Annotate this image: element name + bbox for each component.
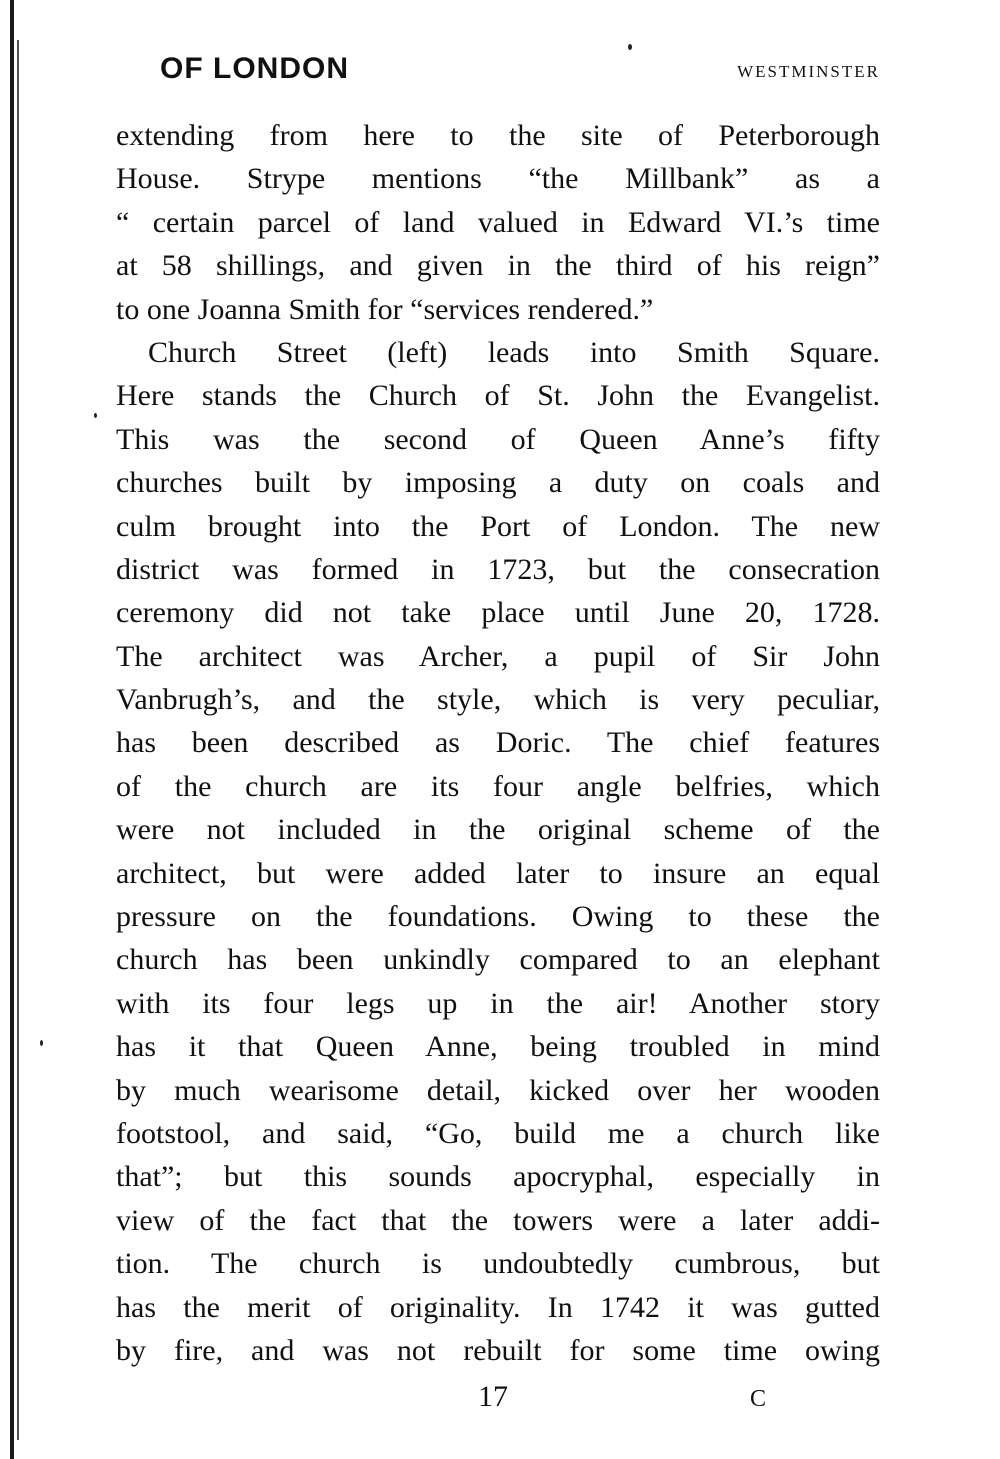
- text-line: has been described as Doric. The chief features: [116, 726, 880, 760]
- signature-mark: C: [750, 1386, 767, 1412]
- text-line: of the church are its four angle belfries, which: [116, 769, 880, 803]
- text-line: district was formed in 1723, but the consecration: [116, 552, 880, 586]
- text-line: by much wearisome detail, kicked over her wooden: [116, 1073, 880, 1107]
- running-head-section: WESTMINSTER: [737, 62, 880, 81]
- text-line: were not included in the original scheme of the: [116, 813, 880, 847]
- text-line: church has been unkindly compared to an elephant: [116, 943, 880, 977]
- text-line: churches built by imposing a duty on coals and: [116, 466, 880, 500]
- text-line: Vanbrugh’s, and the style, which is very peculiar,: [116, 683, 880, 717]
- print-speck: [94, 413, 97, 418]
- running-head: [160, 52, 880, 92]
- text-line: culm brought into the Port of London. The new: [116, 509, 880, 543]
- text-line: This was the second of Queen Anne’s fifty: [116, 422, 880, 456]
- text-line: view of the fact that the towers were a later addi-: [116, 1203, 880, 1237]
- text-line: that”; but this sounds apocryphal, especially in: [116, 1160, 880, 1194]
- text-line: tion. The church is undoubtedly cumbrous, but: [116, 1247, 880, 1281]
- text-line: Here stands the Church of St. John the Evangelist.: [116, 379, 880, 413]
- text-line: with its four legs up in the air! Another story: [116, 986, 880, 1020]
- text-line: Church Street (left) leads into Smith Square.: [148, 335, 880, 369]
- text-line: to one Joanna Smith for “services rendered.”: [116, 292, 654, 326]
- running-head-title: OF LONDON: [160, 52, 349, 85]
- text-line: architect, but were added later to insure an equal: [116, 856, 880, 890]
- print-speck: [628, 44, 632, 50]
- text-line: has the merit of originality. In 1742 it was gutted: [116, 1290, 880, 1324]
- text-line: The architect was Archer, a pupil of Sir John: [116, 639, 880, 673]
- text-line: by fire, and was not rebuilt for some time owing: [116, 1333, 880, 1367]
- text-line: extending from here to the site of Peterborough: [116, 119, 880, 152]
- text-line: footstool, and said, “Go, build me a church like: [116, 1116, 880, 1150]
- text-line: House. Strype mentions “the Millbank” as a: [116, 162, 880, 196]
- binding-edge: [10, 0, 14, 1459]
- text-line: pressure on the foundations. Owing to these the: [116, 900, 880, 934]
- print-speck: [40, 1040, 43, 1046]
- page-number: 17: [478, 1380, 508, 1413]
- text-line: ceremony did not take place until June 20, 1728.: [116, 596, 880, 630]
- text-line: has it that Queen Anne, being troubled in mind: [116, 1030, 880, 1064]
- body-text: [116, 114, 880, 1372]
- binding-shadow: [17, 40, 19, 1440]
- text-line: “ certain parcel of land valued in Edward VI.’s time: [116, 205, 880, 239]
- text-line: at 58 shillings, and given in the third of his reign”: [116, 249, 880, 283]
